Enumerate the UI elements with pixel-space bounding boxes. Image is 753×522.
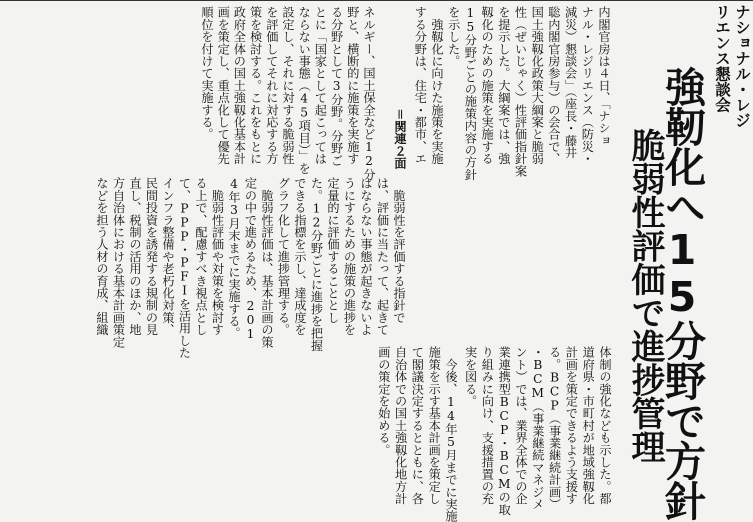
section3-column: 計画を策定できるよう支援す bbox=[564, 346, 579, 505]
top-border-rule bbox=[0, 0, 753, 1]
section2-column: 順位を付けて実施する。 bbox=[200, 6, 214, 141]
section2-column: 民間投資を誘発する規制の見 bbox=[144, 177, 159, 336]
section1-column: 15分野ごとの施策内容の方針 bbox=[463, 6, 478, 181]
section3-column: 今後、14年5月までに実施 bbox=[444, 346, 458, 522]
section2-column: とに「国家として起こっては bbox=[313, 6, 328, 165]
section2-column: 政府全体の国土強靱化基本計 bbox=[232, 6, 247, 165]
section2-column: 定量的に評価することとし bbox=[326, 177, 340, 324]
section3-column: 自治体での国土強靱化地方計 bbox=[393, 346, 408, 505]
section2-column: た。12分野ごとに進捗を把握 bbox=[309, 177, 324, 352]
section2-column: ネルギー、国土保全など12分 bbox=[362, 6, 376, 181]
section3-column: 業連携型BCP・BCMの取 bbox=[497, 346, 512, 516]
section2-column: 画を策定し、重点化して優先 bbox=[216, 6, 231, 165]
section2-column: る分野として3分野。分野ご bbox=[329, 6, 344, 167]
section3-column: 道府県・市町村が地域強靱化 bbox=[581, 346, 596, 505]
section2-column: グラフ化して進捗管理する。 bbox=[276, 177, 291, 336]
section2-column: 4年3月末までに実施する。 bbox=[227, 177, 241, 340]
section3-column: ・BCM（事業継続マネジメ bbox=[530, 346, 545, 510]
section2-column: て、PPP・PFIを活用した bbox=[177, 177, 192, 359]
section3-column: 体制の強化なども示した。都 bbox=[598, 346, 612, 505]
section1-column: を示した。 bbox=[446, 6, 461, 67]
kicker-line-1: ナショナル・レジ bbox=[733, 4, 751, 128]
section1-column: 強靱化に向けた施策を実施 bbox=[430, 6, 444, 165]
section3-column: て閣議決定するとともに、各 bbox=[410, 346, 425, 505]
section2-column: はならない事態が起きないよ bbox=[359, 177, 373, 336]
section1-column: 靱化のための施策を実施する bbox=[480, 6, 495, 165]
section1-column: 聡内閣官房参与）の会合で、 bbox=[546, 6, 561, 165]
section2-column: 策を検討する。これをもとに bbox=[248, 6, 263, 165]
section2-column: 設定し、それに対する脆弱性 bbox=[281, 6, 295, 165]
section3-column: ント）では、業界全体での企 bbox=[514, 346, 528, 505]
section2-column: 脆弱性を評価する指針で bbox=[392, 177, 406, 324]
section3-column: る。BCP（事業継続計画） bbox=[547, 346, 562, 510]
section1-column: を提示した。大綱案では、強 bbox=[496, 6, 511, 165]
headline: 強靭化へ15分野で方針 bbox=[658, 66, 706, 520]
section3-column: り組みに向け、支援措置の充 bbox=[480, 346, 495, 505]
section2-column: ならない事態（45項目）」を bbox=[297, 6, 312, 175]
section2-column: 直し、税制の活用のほか、地 bbox=[128, 177, 142, 336]
section2-column: 方自治体における基本計画策定 bbox=[111, 177, 126, 348]
section1-column: する分野は、住宅・都市、エ bbox=[413, 6, 428, 165]
section2-column: 脆弱性評価や対策を検討す bbox=[210, 177, 225, 336]
section3-column: 施策を示す基本計画を策定し bbox=[427, 346, 442, 505]
section2-column: インフラ整備や老朽化対策、 bbox=[161, 177, 175, 336]
section2-column: できる指標を示し、達成度を bbox=[293, 177, 307, 336]
related-page-reference: ＝関連２面 bbox=[393, 108, 407, 169]
kicker-line-2: リエンス懇談会 bbox=[713, 4, 731, 113]
section3-column: 画の策定を始める。 bbox=[376, 346, 391, 456]
section2-column: る上で、配慮すべき視点とし bbox=[194, 177, 208, 336]
section2-column: 定の中で進めるため、201 bbox=[243, 177, 258, 341]
subheadline: 脆弱性評価で進捗管理 bbox=[625, 128, 665, 463]
section2-column: などを担う人材の育成、組織 bbox=[95, 177, 109, 336]
section1-column: 国土強靱化政策大綱案と脆弱 bbox=[530, 6, 545, 165]
section2-column: 脆弱性評価は、基本計画の策 bbox=[260, 177, 274, 348]
section1-column: 性（ぜいじゃく）性評価指針案 bbox=[513, 6, 528, 177]
section2-column: は、評価に当たって、起きて bbox=[375, 177, 390, 336]
section2-column: 野と、横断的に施策を実施す bbox=[345, 6, 360, 165]
section1-column: ナル・レジリエンス（防災・ bbox=[580, 6, 595, 165]
section1-column: 内閣官房は４日、「ナショ bbox=[597, 6, 611, 147]
section3-column: 実を図る。 bbox=[463, 346, 478, 407]
section2-column: うにするための施策の進捗を bbox=[342, 177, 357, 336]
section2-column: を評価してそれに対応する方 bbox=[264, 6, 279, 165]
section1-column: 減災）懇談会」（座長・藤井 bbox=[563, 6, 578, 159]
